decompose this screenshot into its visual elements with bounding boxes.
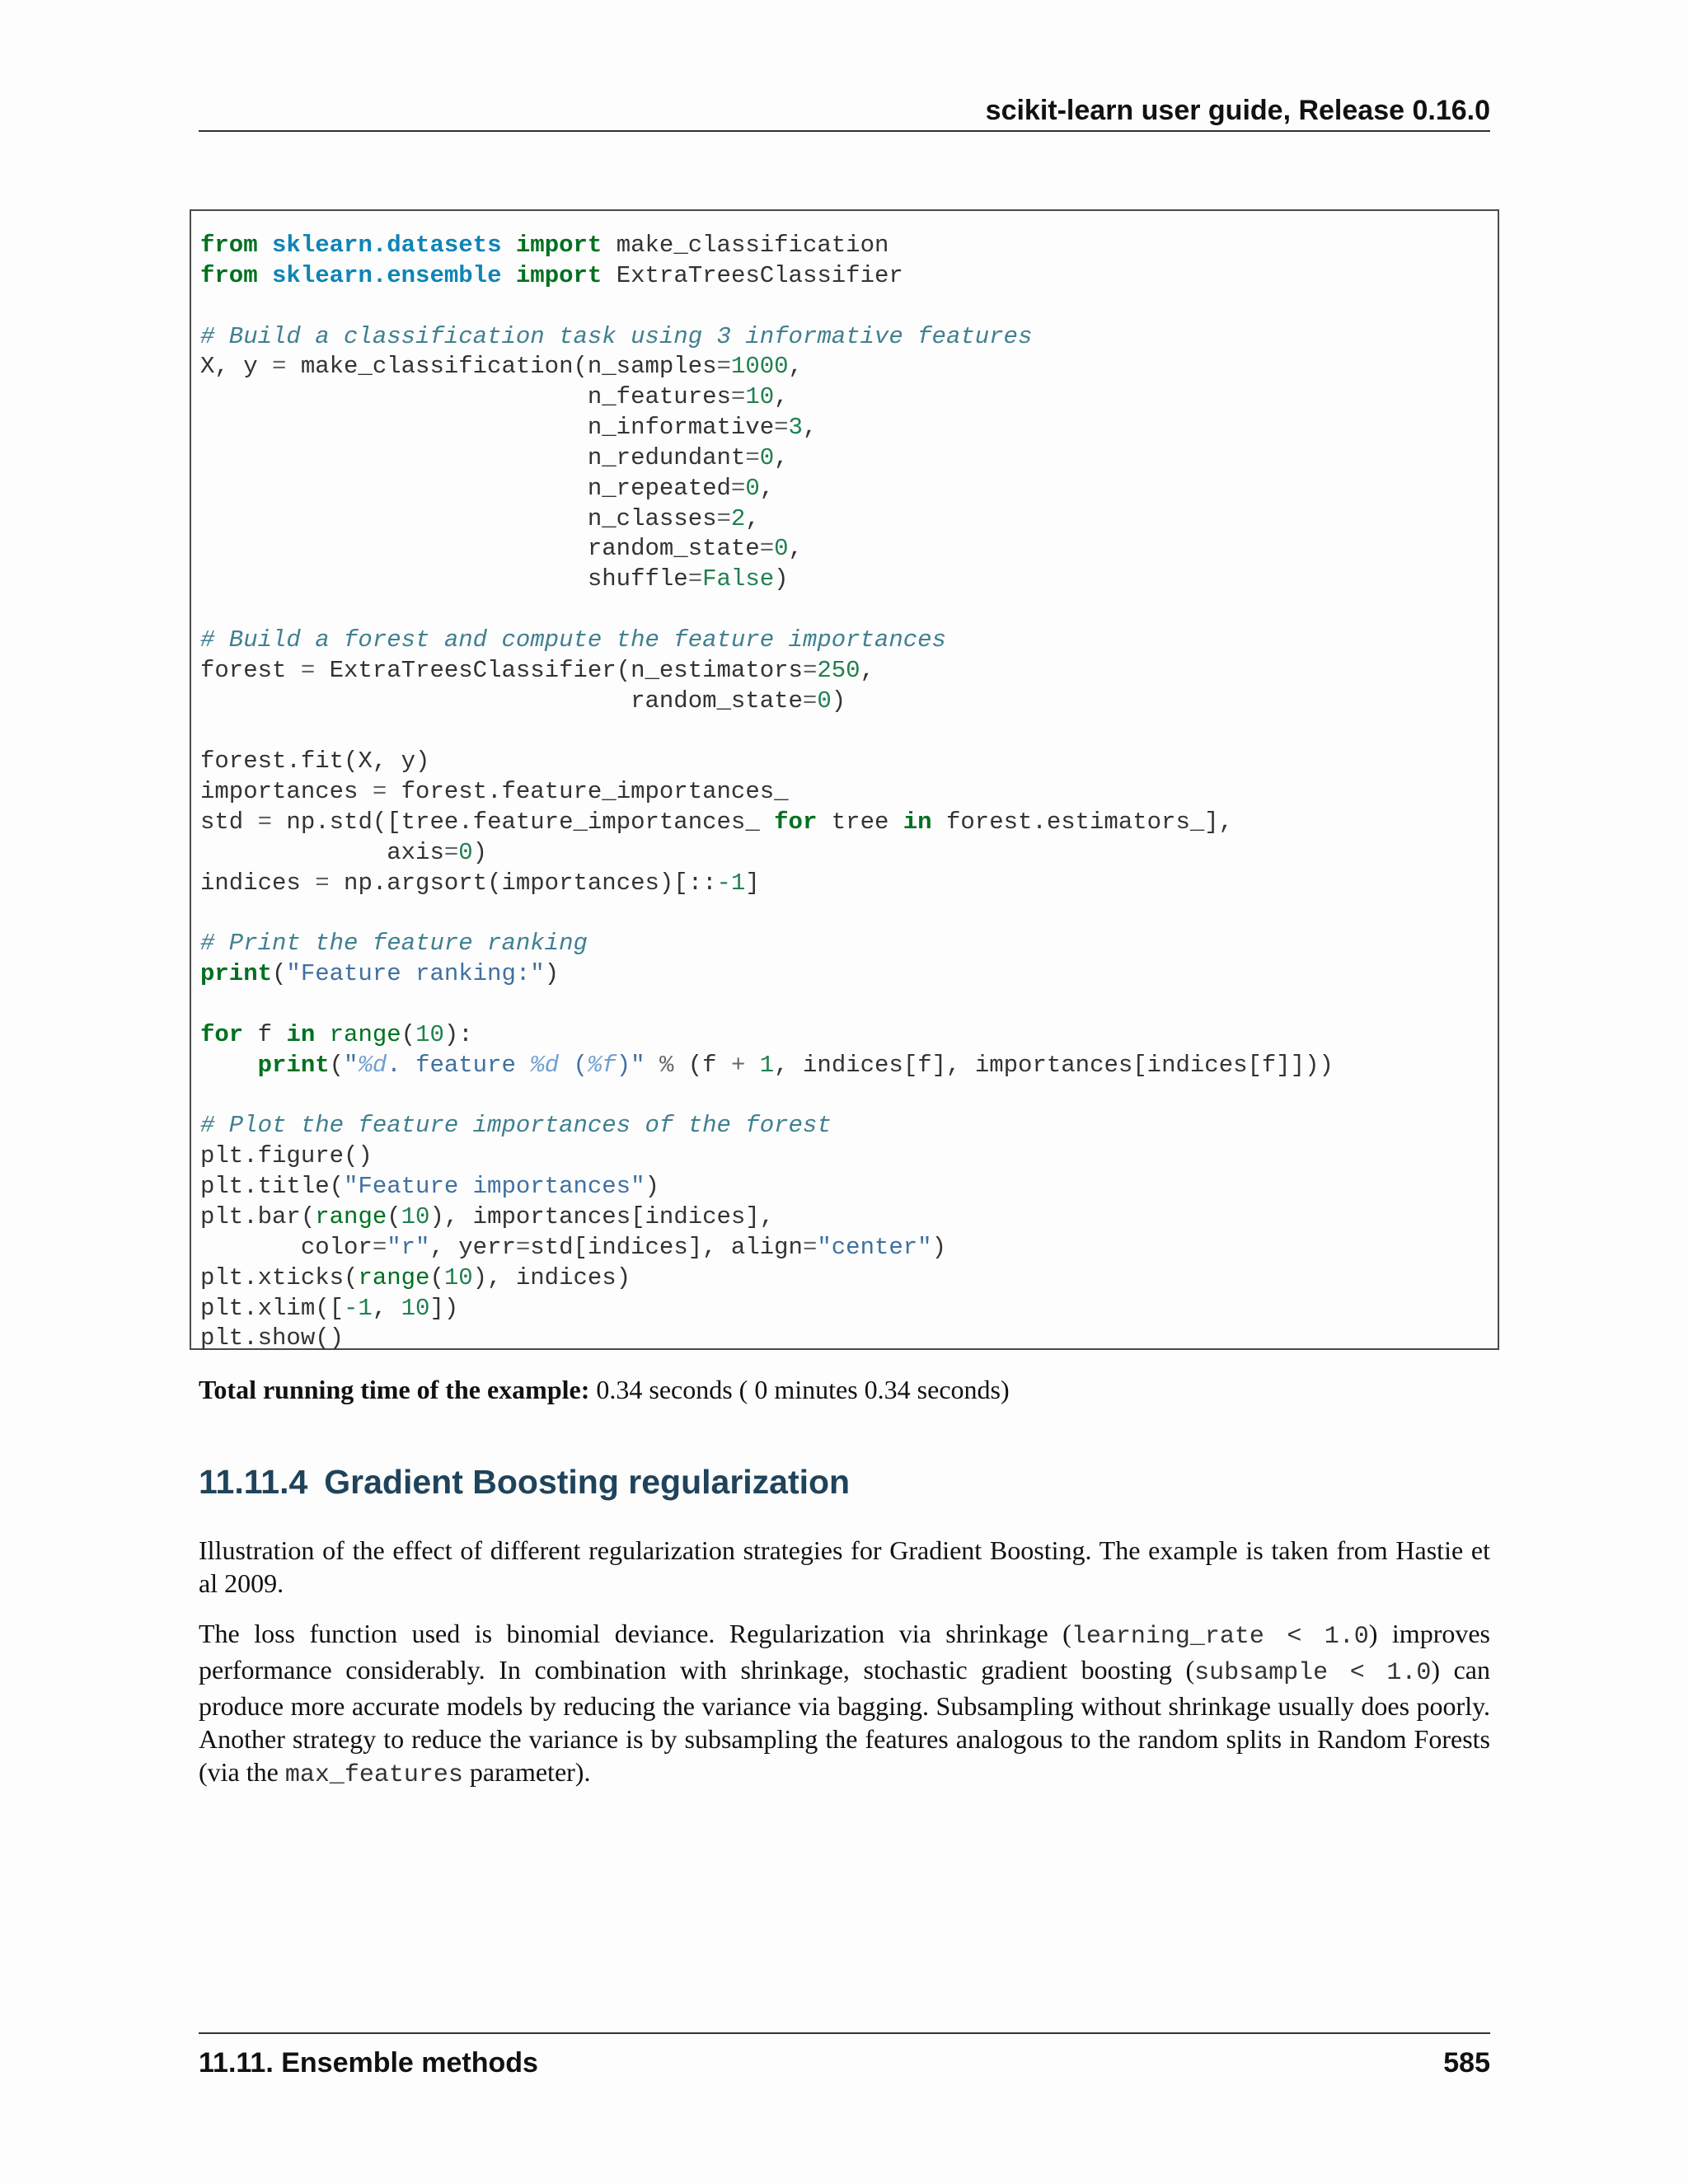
code-line: n_classes=2, <box>200 504 760 532</box>
code-line: plt.title("Feature importances") <box>200 1173 659 1201</box>
code-line: random_state=0) <box>200 687 846 715</box>
code-line: shuffle=False) <box>200 565 789 593</box>
code-line: # Plot the feature importances of the forest <box>200 1112 832 1140</box>
code-line: # Build a forest and compute the feature importances <box>200 626 946 654</box>
code-line: forest = ExtraTreesClassifier(n_estimators=250, <box>200 656 874 684</box>
inline-code: subsample < 1.0 <box>1194 1659 1432 1687</box>
code-line-blank <box>200 1081 1334 1112</box>
code-line-blank <box>200 292 1334 322</box>
code-line: print("%d. feature %d (%f)" % (f + 1, indices[f], importances[indices[f]])) <box>257 1051 1334 1079</box>
paragraph-regularization: The loss function used is binomial deviance. Regularization via shrinkage (learning_rate < 1.0) improves performance considerably. In combination with shrinkage, stochastic gradient boosting (subsample < 1.0) can produce more accurate models by reducing the variance via bagging. Subsampling without shrinkage usually does poorly. Another strategy to reduce the variance is by subsampling the features analogous to the random splits in Random Forests (via the max_features parameter). <box>199 1619 1491 1789</box>
code-line: plt.bar(range(10), importances[indices], <box>200 1203 775 1230</box>
code-line: n_redundant=0, <box>200 443 789 471</box>
page-header <box>199 92 1490 132</box>
running-time-label: Total running time of the example: <box>199 1375 590 1404</box>
code-line: plt.xticks(range(10), indices) <box>200 1263 631 1291</box>
code-line: plt.show() <box>200 1324 345 1352</box>
paragraph-intro: Illustration of the effect of different regularization strategies for Gradient Boosting. The example is taken from Hastie et al 2009. <box>199 1535 1490 1598</box>
running-header-title: scikit-learn user guide, Release 0.16.0 <box>985 95 1490 126</box>
code-line: X, y = make_classification(n_samples=1000, <box>200 353 803 381</box>
code-block <box>190 209 1499 1350</box>
code-line: n_informative=3, <box>200 414 818 442</box>
code-line: from sklearn.datasets import make_classification <box>200 232 889 259</box>
code-line-blank <box>200 595 1334 626</box>
code-line: from sklearn.ensemble import ExtraTreesClassifier <box>200 261 903 289</box>
code-line: plt.figure() <box>200 1142 373 1170</box>
code-line: indices = np.argsort(importances)[::-1] <box>200 869 760 897</box>
code-line-blank <box>200 990 1334 1020</box>
section-heading <box>199 1460 850 1503</box>
inline-code: max_features <box>284 1761 463 1789</box>
page-footer <box>199 2032 1490 2079</box>
code-line: axis=0) <box>200 838 488 866</box>
code-line: # Build a classification task using 3 informative features <box>200 322 1033 350</box>
code-lines <box>200 231 1334 1354</box>
section-title: Gradient Boosting regularization <box>324 1463 851 1501</box>
code-line: n_features=10, <box>200 383 789 411</box>
code-line: print("Feature ranking:") <box>200 960 560 988</box>
code-line: random_state=0, <box>200 535 803 563</box>
footer-section: 11.11. Ensemble methods <box>199 2047 538 2079</box>
code-line-blank <box>200 899 1334 930</box>
code-line: plt.xlim([-1, 10]) <box>200 1294 459 1322</box>
section-number: 11.11.4 <box>199 1463 308 1501</box>
code-line: importances = forest.feature_importances_ <box>200 778 789 806</box>
running-time-line <box>199 1373 1010 1406</box>
code-line: # Print the feature ranking <box>200 930 588 958</box>
code-line: forest.fit(X, y) <box>200 748 430 776</box>
code-line-blank <box>200 717 1334 748</box>
code-line: n_repeated=0, <box>200 474 775 502</box>
inline-code: learning_rate < 1.0 <box>1071 1623 1369 1651</box>
code-line: for f in range(10): <box>200 1020 473 1048</box>
code-line: color="r", yerr=std[indices], align="center") <box>200 1233 946 1261</box>
running-time-value: 0.34 seconds ( 0 minutes 0.34 seconds) <box>589 1375 1010 1404</box>
page-number: 585 <box>1443 2047 1490 2079</box>
code-line: std = np.std([tree.feature_importances_ for tree in forest.estimators_], <box>200 808 1234 837</box>
